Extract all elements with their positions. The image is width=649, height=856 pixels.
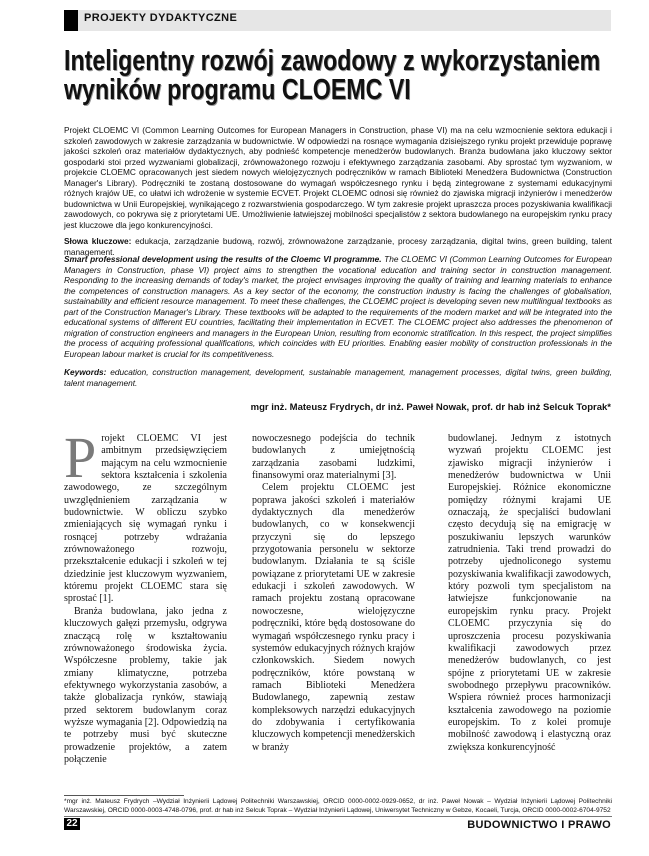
abstract-polish: Projekt CLOEMC VI (Common Learning Outcomes for European Managers in Construction, phase VI) ma na celu wzmocnienie sektora edukacji i szkoleń zawodowych w zakresie zarządzania w budownictwie. W odpowiedzi na rosnące wymagania dzisiejszego rynku projekt przewiduje poprawę jakości szkoleń oraz materiałów dydaktycznych, aby podnieść kompetencje menedżerów budowlanych. Branża budowlana jako kluczowy sektor gospodarki stoi przed wyzwaniami globalizacji, zrównoważonego rozwoju i efektywnego zarządzania zasobami. Aby sprostać tym wyzwaniom, w projekcie CLOEMC opracowanych jest siedem nowych wielojęzycznych podręczników w ramach Biblioteki Menedżera Budownictwa (Construction Manager's Library). Podręczniki te zostaną dostosowane do wymagań współczesnego rynku i będą zintegrowane z systemami edukacyjnymi różnych krajów UE, co ułatwi ich wdrożenie w systemie ECVET. Projekt CLOEMC odnosi się również do zjawiska migracji inżynierów i menedżerów budownictwa w Unii Europejskiej, wynikającego z rozwarstwienia gospodarczego. W tym zakresie projekt upraszcza proces pozyskiwania kwalifikacji zawodowych, co pokrywa się z priorytetami UE. Umożliwienie łatwiejszej mobilności specjalistów z sektora budowlanego na europejskim rynku pracy jest kluczowe dla jego konkurencyjności. bbox=[64, 125, 612, 230]
body-paragraph: Branża budowlana, jako jedna z kluczowych gałęzi przemysłu, odgrywa znaczącą rolę w kształtowaniu zrównoważonego środowiska życia. Współczesne problemy, takie jak zmiany klimatyczne, potrzeba efektywnego wykorzystania zasobów, a także globalizacja rynków, stawiają przed sektorem budowlanym coraz wyższe wymagania [2]. Odpowiedzią na te potrzeby musi być skuteczne prowadzenie projektów, a zatem połączenie bbox=[64, 605, 227, 765]
abstract-english-text: The CLOEMC VI (Common Learning Outcomes for European Managers in Construction, phase VI) project aims to strengthen the vocational education and training sector in construction management. Responding to the increasing demands of today's market, the project envisages improving the quality of training and learning materials to enhance the competences of construction managers. As a key sector of the economy, the construction industry is facing the challenges of globalisation, sustainability and efficient resource management. To meet these challenges, the CLOEMC project is developing seven new multilingual textbooks as part of the Construction Manager's Library. These textbooks will be adapted to the requirements of the modern market and will be integrated into the educational systems of different EU countries, facilitating their implementation in ECVET. The CLOEMC project also addresses the phenomenon of migration of construction engineers and managers in the European Union, resulting from economic stratification. In this respect, the project simplifies the process of acquiring professional qualifications, which coincides with EU priorities. Enabling easier mobility of construction professionals in the European labour market is crucial for its competitiveness. bbox=[64, 254, 613, 359]
body-column-3 bbox=[448, 433, 611, 754]
page-number: 22 bbox=[66, 818, 78, 829]
authors-line: mgr inż. Mateusz Frydrych, dr inż. Paweł Nowak, prof. dr hab inż Selcuk Toprak* bbox=[250, 402, 611, 413]
journal-name: BUDOWNICTWO I PRAWO bbox=[467, 819, 611, 831]
article-title bbox=[64, 45, 601, 106]
article-title-line-1: Inteligentny rozwój zawodowy z wykorzystaniem bbox=[64, 45, 601, 77]
keywords-english-label: Keywords: bbox=[64, 367, 107, 377]
body-paragraph bbox=[64, 425, 227, 606]
footer-divider bbox=[64, 816, 612, 817]
footnote-divider bbox=[64, 795, 184, 796]
drop-cap: P bbox=[64, 425, 97, 490]
keywords-english bbox=[64, 367, 612, 388]
keywords-polish-label: Słowa kluczowe: bbox=[64, 236, 132, 246]
abstract-english-title: Smart professional development using the results of the Cloemc VI programme. bbox=[64, 254, 382, 264]
author-footnote: *mgr inż. Mateusz Frydrych –Wydział Inżynierii Lądowej Politechniki Warszawskiej, ORCID 0000-0002-0929-0652, dr inż. Paweł Nowak – Wydział Inżynierii Lądowej Politechniki Warszawskiej, ORCID 0000-0003-4748-0796, prof. dr hab inż Selcuk Toprak – Wydział Inżynierii Lądowej, Uniwersytet Techniczny w Gebze, Kocaeli, Turcja, ORCID 0000-0002-6704-9752 bbox=[64, 798, 612, 814]
keywords-polish-list: edukacja, zarządzanie budową, rozwój, zrównoważone zarządzanie, procesy zarządzania, digital twins, green building, talent management. bbox=[64, 236, 612, 257]
body-paragraph: Celem projektu CLOEMC jest poprawa jakości szkoleń i materiałów dydaktycznych dla menedżerów budowlanych, co w konsekwencji przyczyni się do lepszego przygotowania personelu w sektorze budowlanym. Działania te są ściśle powiązane z priorytetami UE w zakresie edukacji i szkoleń zawodowych. W ramach projektu zostaną opracowane nowoczesne, wielojęzyczne podręczniki, które będą dostosowane do wymagań współczesnego rynku pracy i systemów edukacyjnych różnych krajów członkowskich. Siedem nowych podręczników, które powstaną w ramach Biblioteki Menedżera Budowlanego, zapewnią zestaw kompleksowych narzędzi edukacyjnych do zdobywania i certyfikowania kluczowych kompetencji menedżerskich w branży bbox=[252, 482, 416, 753]
section-header-marker bbox=[64, 10, 78, 31]
body-column-2 bbox=[252, 433, 415, 754]
body-paragraph: nowoczesnego podejścia do technik budowlanych z umiejętnością zarządzania zasobami ludzkimi, finansowymi oraz materialnymi [3]. bbox=[252, 433, 415, 482]
body-paragraph: budowlanej. Jednym z istotnych wyzwań projektu CLOEMC jest zjawisko migracji inżynierów i menedżerów budownictwa w Unii Europejskiej. Różnice ekonomiczne pomiędzy różnymi krajami UE oznaczają, że specjaliści budowlani często decydują się na emigrację w poszukiwaniu lepszych warunków zatrudnienia. Taki trend prowadzi do potrzeby ujednoliconego systemu pozyskiwania kwalifikacji zawodowych, który pozwoli tym specjalistom na łatwiejsze funkcjonowanie na europejskim rynku pracy. Projekt CLOEMC przyczynia się do uproszczenia procesu pozyskiwania kwalifikacji zawodowych przez menedżerów budowlanych, co jest spójne z priorytetami UE w zakresie swobodnego przepływu pracowników. Wspiera również proces harmonizacji kształcenia zawodowego na poziomie europejskim. To z kolei promuje mobilność zawodową i elastyczną oraz zwiększa konkurencyjność bbox=[448, 433, 612, 753]
section-label: PROJEKTY DYDAKTYCZNE bbox=[84, 12, 238, 24]
abstract-english bbox=[64, 254, 612, 359]
keywords-english-list: education, construction management, development, sustainable management, management processes, digital twins, green building, talent management. bbox=[64, 367, 612, 388]
body-column-1 bbox=[64, 425, 227, 766]
article-title-line-2: wyników programu CLOEMC VI bbox=[64, 74, 411, 106]
paragraph-text: rojekt CLOEMC VI jest ambitnym przedsięwzięciem mającym na celu wzmocnienie sektora kształcenia i szkolenia zawodowego, ze szczególnym uwzględnieniem zarządzania w budownictwie. W obliczu szybko zmieniających się wymagań rynku i rosnącej potrzeby wdrażania zrównoważonego rozwoju, przekształcenie edukacji i szkoleń w tej dziedzinie jest kluczowym wyzwaniem, któremu projekt CLOEMC stara się sprostać [1]. bbox=[64, 433, 227, 605]
